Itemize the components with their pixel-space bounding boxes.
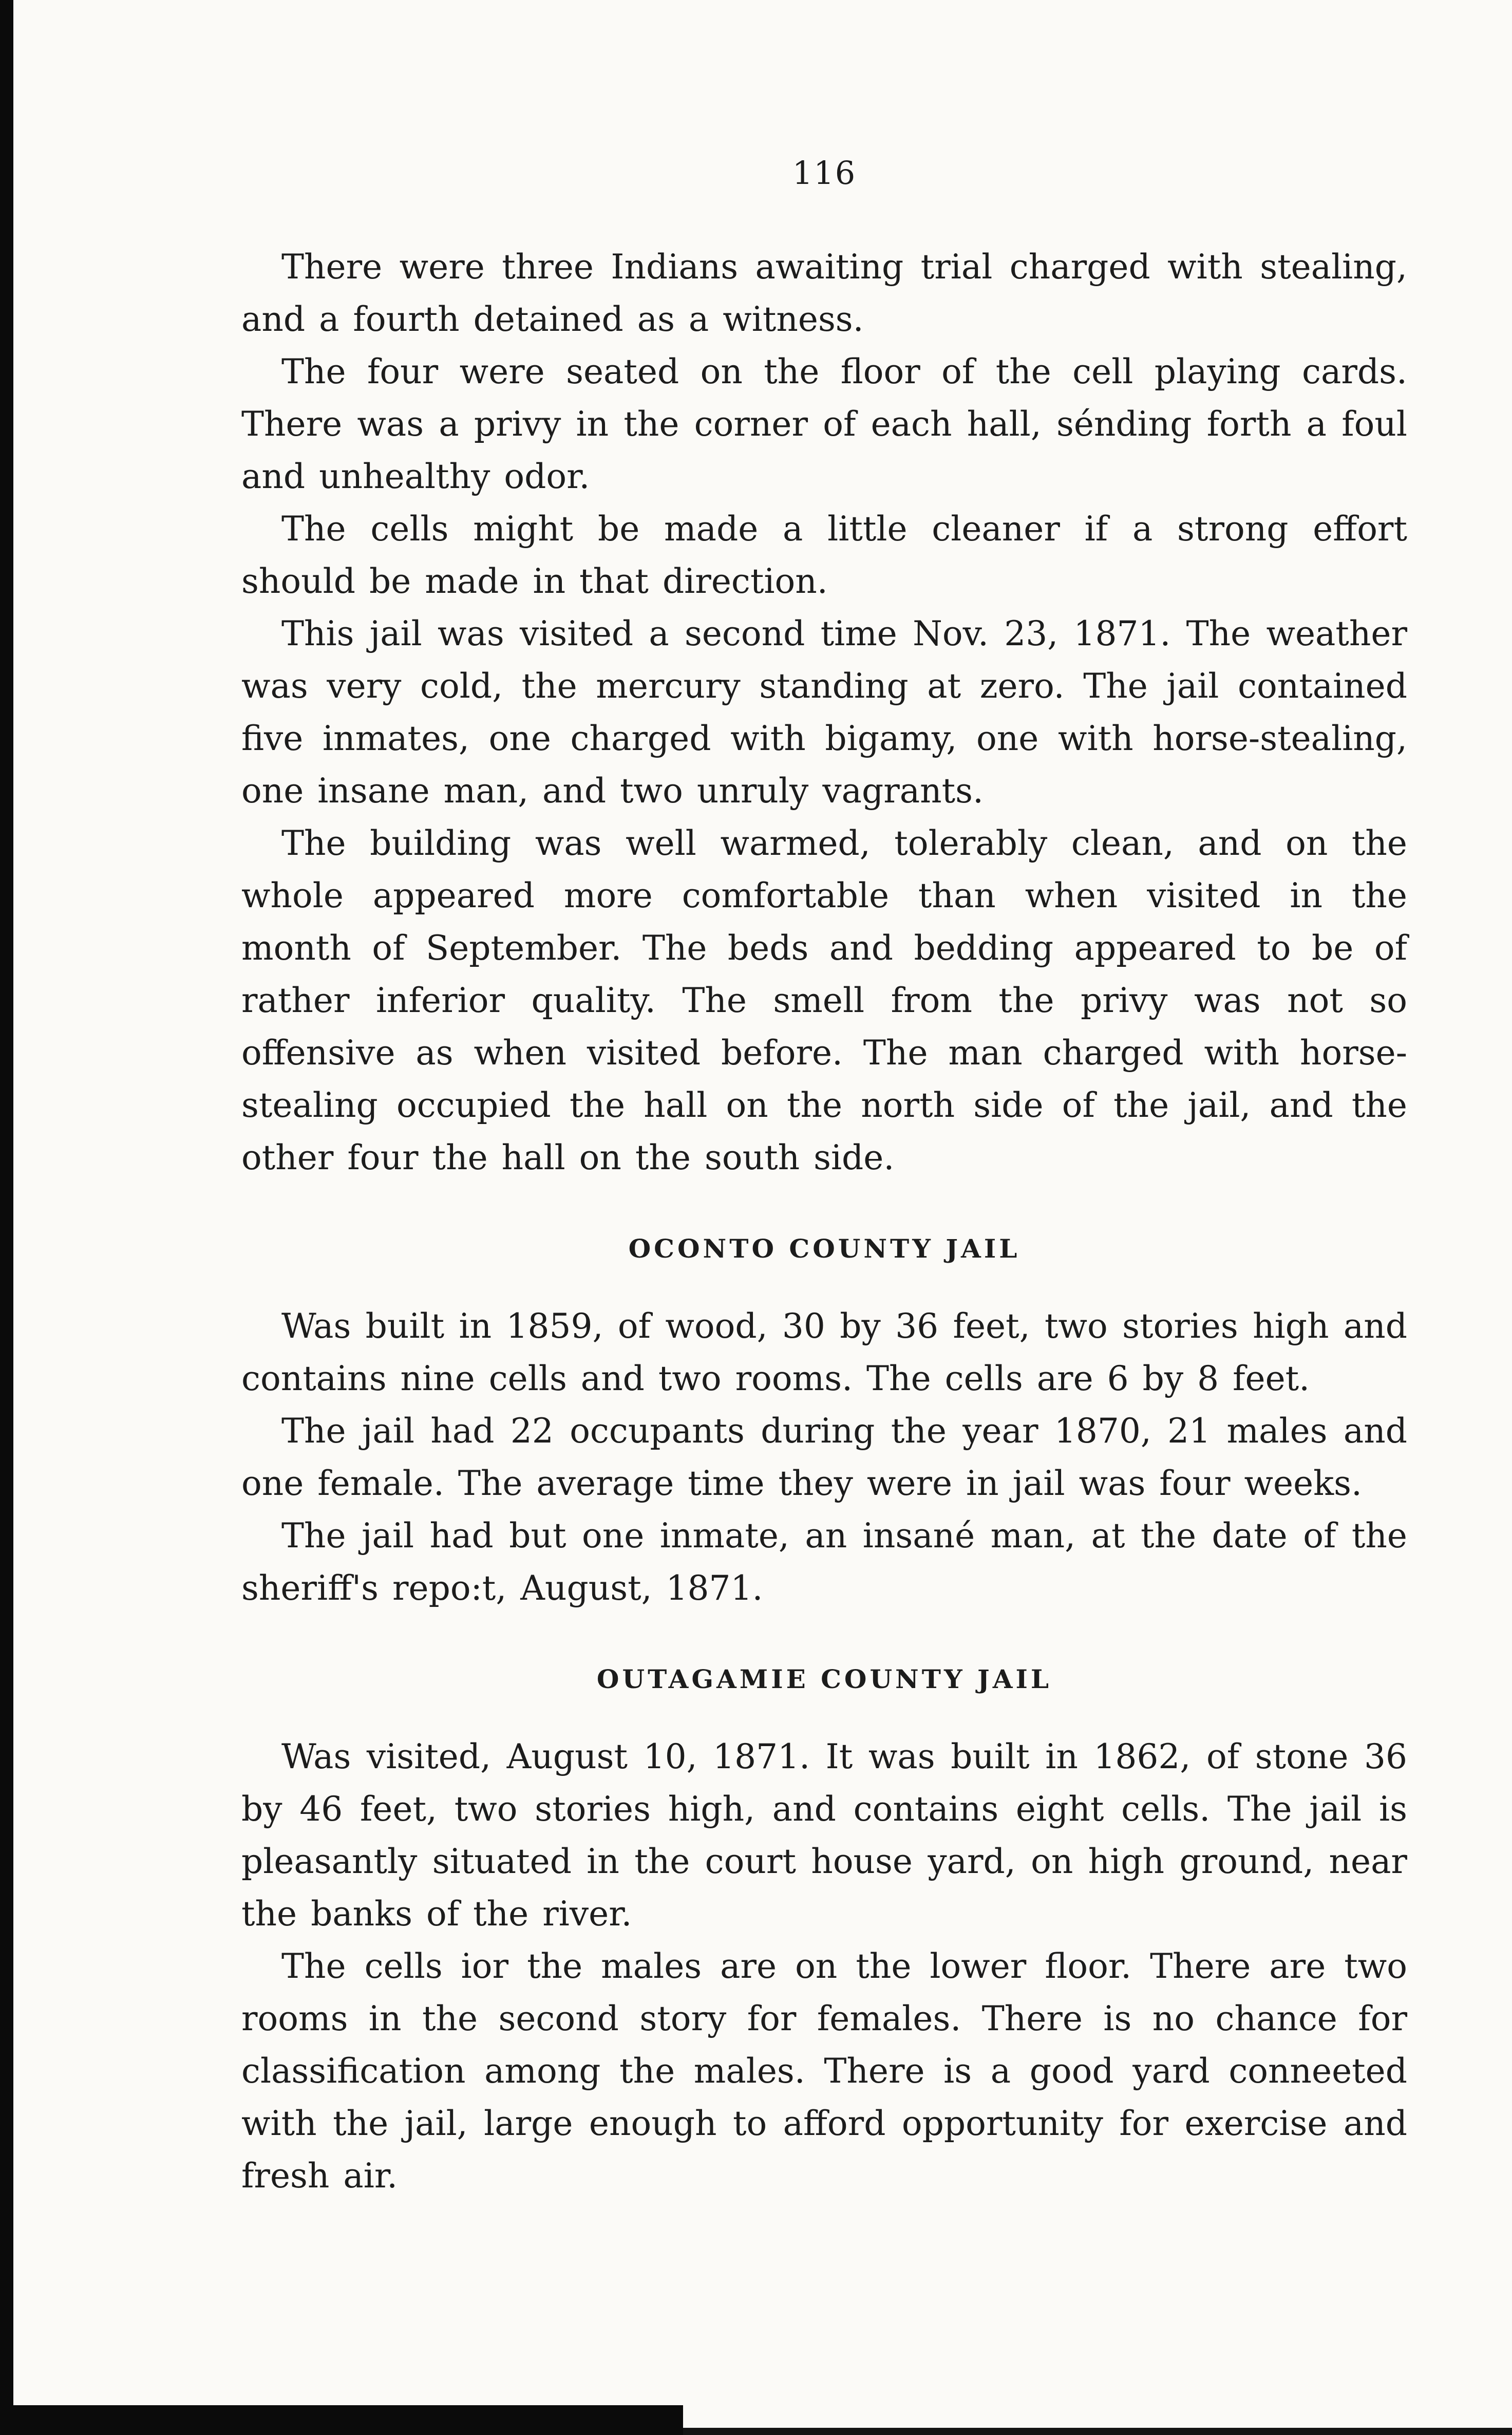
page-number: 116: [792, 154, 857, 192]
scan-edge-left: [0, 0, 13, 2435]
section-heading-oconto: OCONTO COUNTY JAIL: [628, 1233, 1020, 1264]
paragraph: The four were seated on the floor of the cell playing cards. There was a privy in the corner of each hall, sénding forth a foul and unhealthy odor.: [241, 352, 1407, 496]
scan-edge-bottom: [0, 2405, 683, 2435]
paragraph: Was visited, August 10, 1871. It was built in 1862, of stone 36 by 46 feet, two stories high, and contains eight cells. The jail is pleasantly situated in the court house yard, on high ground, near the banks of the river.: [241, 1737, 1407, 1934]
paragraph: The cells ior the males are on the lower floor. There are two rooms in the second story for females. There is no chance for classification among the males. There is a good yard conneeted with the jail, large enough to afford opportunity for exercise and fresh air.: [241, 1946, 1407, 2196]
section-heading-outagamie: OUTAGAMIE COUNTY JAIL: [596, 1664, 1052, 1694]
paragraph: The building was well warmed, tolerably clean, and on the whole appeared more comfortable than when visited in the month of September. The beds and bedding appeared to be of rather inferior quality. The smell from the privy was not so offensive as when visited before. The man charged with horse-stealing occupied the hall on the north side of the jail, and the other four the hall on the south side.: [241, 823, 1407, 1177]
paragraph: The jail had 22 occupants during the year 1870, 21 males and one female. The average time they were in jail was four weeks.: [241, 1411, 1407, 1503]
paragraph: Was built in 1859, of wood, 30 by 36 feet, two stories high and contains nine cells and two rooms. The cells are 6 by 8 feet.: [241, 1306, 1407, 1398]
paragraph: There were three Indians awaiting trial charged with stealing, and a fourth detained as a witness.: [241, 247, 1407, 339]
paragraph: The cells might be made a little cleaner if a strong effort should be made in that direction.: [241, 509, 1407, 601]
page-content: [241, 154, 1407, 2202]
paragraph: The jail had but one inmate, an insané man, at the date of the sheriff's repo:t, August, 1871.: [241, 1516, 1407, 1608]
paragraph: This jail was visited a second time Nov. 23, 1871. The weather was very cold, the mercury standing at zero. The jail contained five inmates, one charged with bigamy, one with horse-stealing, one insane man, and two unruly vagrants.: [241, 614, 1407, 811]
